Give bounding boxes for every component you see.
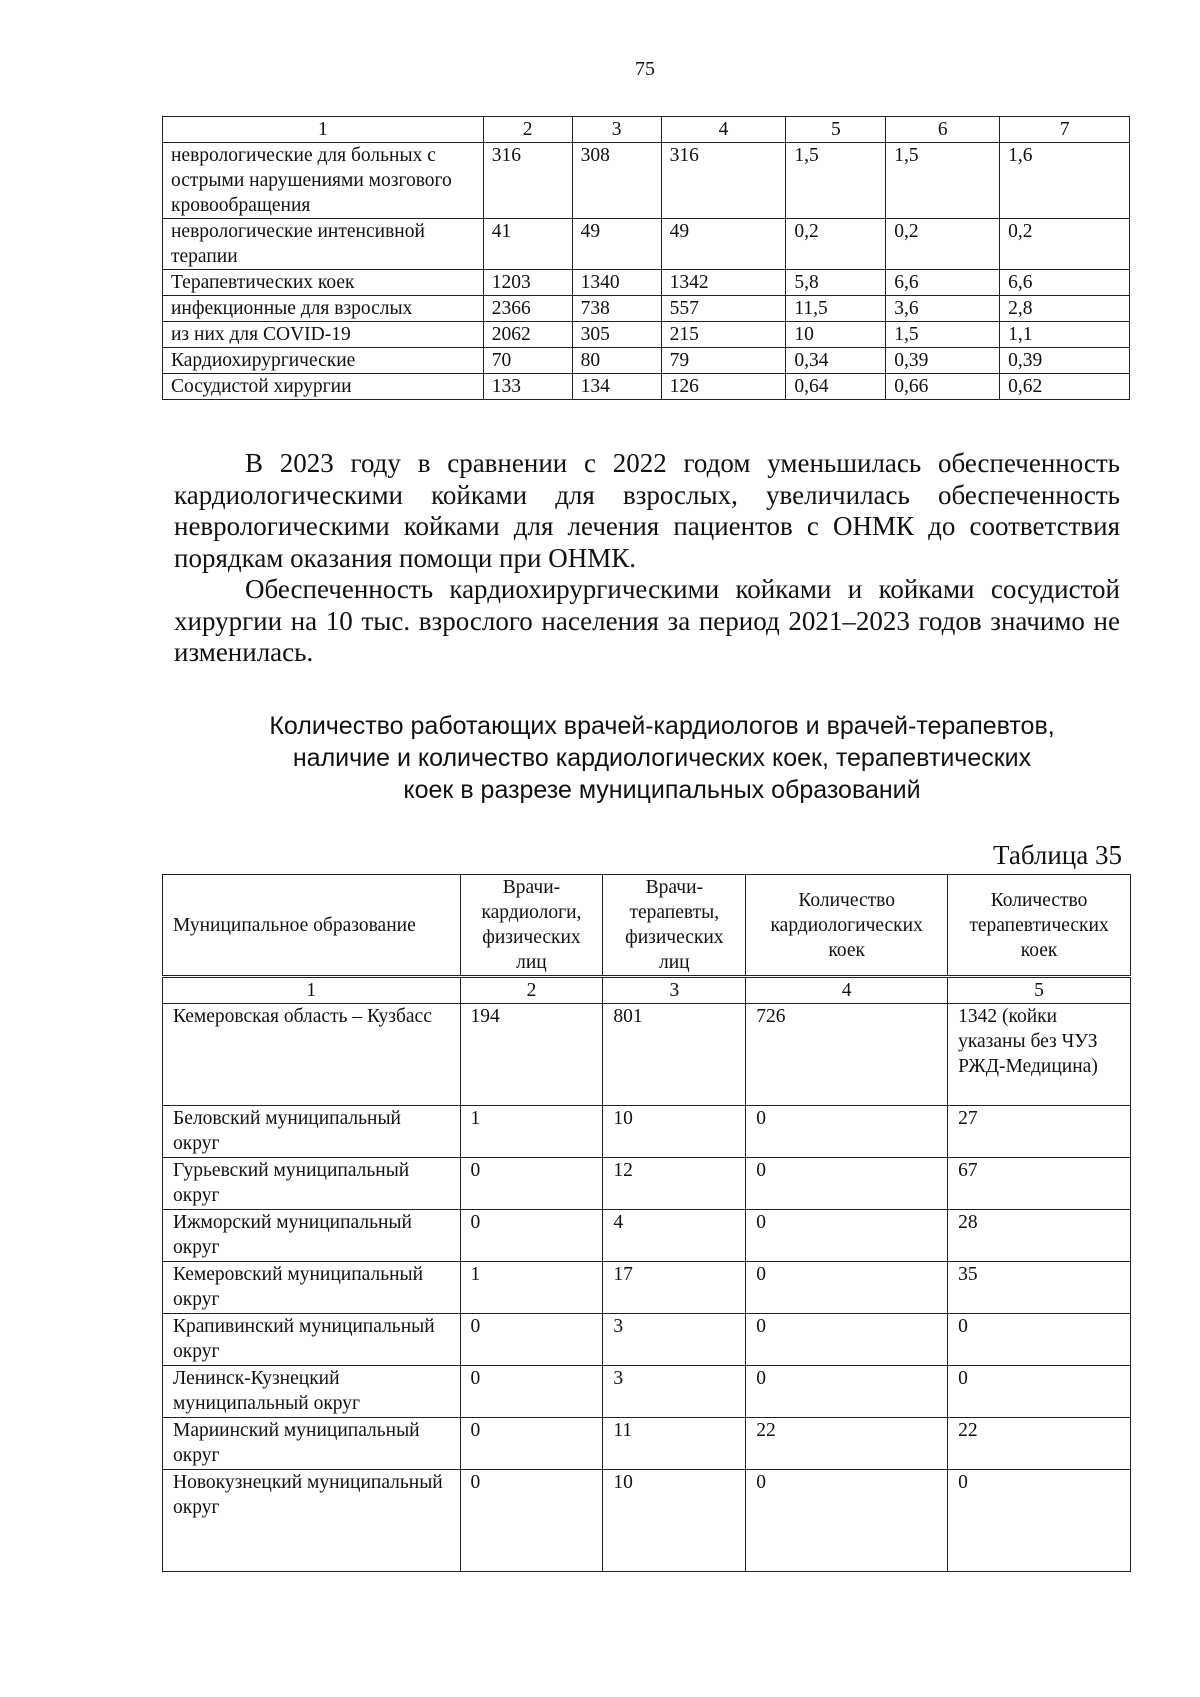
paragraph: Обеспеченность кардиохирургическими койками и койками сосудистой хирургии на 10 тыс. взрослого населения за период 2021–2023 годов значимо не изменилась. <box>174 574 1120 667</box>
row-label: Кемеровская область – Кузбасс <box>163 1004 461 1106</box>
column-header: Количество терапевтических коек <box>948 875 1131 977</box>
cell: 3 <box>603 1314 746 1366</box>
column-header: Врачи-терапевты, физических лиц <box>603 875 746 977</box>
row-label: инфекционные для взрослых <box>163 296 484 322</box>
cell: 3,6 <box>886 296 1000 322</box>
row-label: Новокузнецкий муниципальный округ <box>163 1470 461 1572</box>
row-label: Терапевтических коек <box>163 270 484 296</box>
table-row <box>163 270 1130 296</box>
column-header: Врачи-кардиологи, физических лиц <box>460 875 603 977</box>
column-number: 2 <box>460 977 603 1004</box>
cell: 0 <box>746 1366 948 1418</box>
row-label: из них для COVID-19 <box>163 322 484 348</box>
column-number-row <box>163 977 1131 1004</box>
table-row <box>163 374 1130 400</box>
column-header: Количество кардиологических коек <box>746 875 948 977</box>
cell: 11 <box>603 1418 746 1470</box>
cell: 0,39 <box>1000 348 1130 374</box>
column-number: 1 <box>163 117 484 143</box>
cell: 316 <box>483 143 572 219</box>
cell: 2062 <box>483 322 572 348</box>
cell: 0 <box>746 1158 948 1210</box>
cell: 0 <box>746 1470 948 1572</box>
cell: 305 <box>572 322 661 348</box>
caption-line: коек в разрезе муниципальных образований <box>403 776 921 804</box>
column-number: 3 <box>572 117 661 143</box>
cell: 4 <box>603 1210 746 1262</box>
table-row <box>163 322 1130 348</box>
cell: 10 <box>786 322 886 348</box>
row-label: Беловский муниципальный округ <box>163 1106 461 1158</box>
cell: 0 <box>460 1418 603 1470</box>
cell: 0 <box>460 1158 603 1210</box>
table-caption <box>174 710 1120 806</box>
table-35 <box>162 874 1131 1572</box>
cell: 0 <box>460 1210 603 1262</box>
row-label: Ижморский муниципальный округ <box>163 1210 461 1262</box>
cell: 28 <box>948 1210 1131 1262</box>
table-row <box>163 143 1130 219</box>
column-number: 1 <box>163 977 461 1004</box>
beds-table-continued <box>162 116 1130 400</box>
table-row <box>163 1314 1131 1366</box>
table-row <box>163 1004 1131 1106</box>
cell: 1,5 <box>886 322 1000 348</box>
cell: 1340 <box>572 270 661 296</box>
row-label: Кардиохирургические <box>163 348 484 374</box>
column-number: 3 <box>603 977 746 1004</box>
body-text <box>174 448 1120 669</box>
paragraph: В 2023 году в сравнении с 2022 годом уменьшилась обеспеченность кардиологическими койками для взрослых, увеличилась обеспеченность неврологическими койками для лечения пациентов с ОНМК до соответствия порядкам оказания помощи при ОНМК. <box>174 448 1120 573</box>
cell: 10 <box>603 1470 746 1572</box>
row-label: неврологические для больных с острыми нарушениями мозгового кровообращения <box>163 143 484 219</box>
column-number: 2 <box>483 117 572 143</box>
row-label: неврологические интенсивной терапии <box>163 219 484 270</box>
table-row <box>163 1262 1131 1314</box>
cell: 557 <box>661 296 786 322</box>
cell: 0 <box>948 1470 1131 1572</box>
cell: 1,5 <box>786 143 886 219</box>
cell: 801 <box>603 1004 746 1106</box>
table-header-row <box>163 875 1131 977</box>
cell: 1 <box>460 1262 603 1314</box>
cell: 22 <box>948 1418 1131 1470</box>
cell: 17 <box>603 1262 746 1314</box>
cell: 0 <box>948 1366 1131 1418</box>
cell: 49 <box>661 219 786 270</box>
table-header-row <box>163 117 1130 143</box>
row-label: Гурьевский муниципальный округ <box>163 1158 461 1210</box>
row-label: Крапивинский муниципальный округ <box>163 1314 461 1366</box>
cell: 10 <box>603 1106 746 1158</box>
row-label: Ленинск-Кузнецкий муниципальный округ <box>163 1366 461 1418</box>
cell: 5,8 <box>786 270 886 296</box>
column-number: 5 <box>948 977 1131 1004</box>
cell: 0,34 <box>786 348 886 374</box>
cell: 3 <box>603 1366 746 1418</box>
cell: 1 <box>460 1106 603 1158</box>
column-number: 4 <box>746 977 948 1004</box>
cell: 0,62 <box>1000 374 1130 400</box>
caption-line: наличие и количество кардиологических коек, терапевтических <box>292 744 1032 772</box>
cell: 194 <box>460 1004 603 1106</box>
cell: 316 <box>661 143 786 219</box>
cell: 0 <box>746 1210 948 1262</box>
page-number: 75 <box>635 58 655 80</box>
cell: 0 <box>460 1470 603 1572</box>
column-header: Муниципальное образование <box>163 875 461 977</box>
cell: 0,2 <box>1000 219 1130 270</box>
table-row <box>163 296 1130 322</box>
cell: 6,6 <box>1000 270 1130 296</box>
row-label: Мариинский муниципальный округ <box>163 1418 461 1470</box>
column-number: 7 <box>1000 117 1130 143</box>
cell: 22 <box>746 1418 948 1470</box>
cell: 2366 <box>483 296 572 322</box>
cell: 215 <box>661 322 786 348</box>
cell: 67 <box>948 1158 1131 1210</box>
cell: 0 <box>948 1314 1131 1366</box>
column-number: 4 <box>661 117 786 143</box>
table-row <box>163 1106 1131 1158</box>
cell: 0,66 <box>886 374 1000 400</box>
cell: 0,39 <box>886 348 1000 374</box>
cell: 738 <box>572 296 661 322</box>
cell: 35 <box>948 1262 1131 1314</box>
column-number: 5 <box>786 117 886 143</box>
cell: 1342 <box>661 270 786 296</box>
cell: 0 <box>746 1314 948 1366</box>
cell: 133 <box>483 374 572 400</box>
cell: 41 <box>483 219 572 270</box>
cell: 134 <box>572 374 661 400</box>
cell: 0,2 <box>886 219 1000 270</box>
cell: 1,5 <box>886 143 1000 219</box>
cell: 79 <box>661 348 786 374</box>
caption-line: Количество работающих врачей-кардиологов и врачей-терапевтов, <box>269 712 1055 740</box>
table-row <box>163 1418 1131 1470</box>
cell: 80 <box>572 348 661 374</box>
cell: 0,2 <box>786 219 886 270</box>
row-label: Кемеровский муниципальный округ <box>163 1262 461 1314</box>
cell: 1,6 <box>1000 143 1130 219</box>
cell: 12 <box>603 1158 746 1210</box>
cell: 70 <box>483 348 572 374</box>
cell: 0 <box>460 1314 603 1366</box>
cell: 49 <box>572 219 661 270</box>
cell: 27 <box>948 1106 1131 1158</box>
cell: 0 <box>746 1262 948 1314</box>
cell: 126 <box>661 374 786 400</box>
cell: 1203 <box>483 270 572 296</box>
table-label: Таблица 35 <box>993 840 1122 870</box>
table-row <box>163 1470 1131 1572</box>
cell: 308 <box>572 143 661 219</box>
table-row <box>163 1210 1131 1262</box>
cell: 2,8 <box>1000 296 1130 322</box>
cell: 1342 (койки указаны без ЧУЗ РЖД-Медицина) <box>948 1004 1131 1106</box>
cell: 0,64 <box>786 374 886 400</box>
table-row <box>163 219 1130 270</box>
table-row <box>163 348 1130 374</box>
column-number: 6 <box>886 117 1000 143</box>
cell: 6,6 <box>886 270 1000 296</box>
cell: 11,5 <box>786 296 886 322</box>
row-label: Сосудистой хирургии <box>163 374 484 400</box>
cell: 1,1 <box>1000 322 1130 348</box>
cell: 726 <box>746 1004 948 1106</box>
table-row <box>163 1366 1131 1418</box>
table-row <box>163 1158 1131 1210</box>
cell: 0 <box>460 1366 603 1418</box>
cell: 0 <box>746 1106 948 1158</box>
